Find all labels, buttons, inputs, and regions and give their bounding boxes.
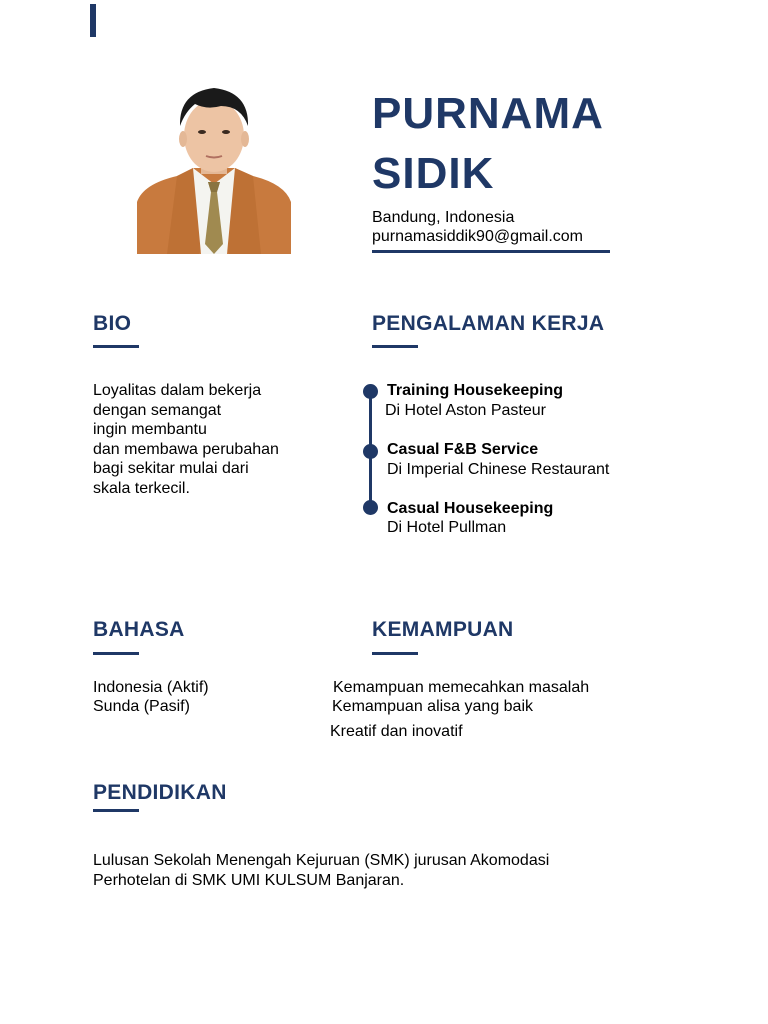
email: purnamasiddik90@gmail.com bbox=[372, 228, 583, 245]
bio-text bbox=[93, 381, 279, 499]
experience-place: Di Hotel Aston Pasteur bbox=[385, 402, 546, 419]
experience-title: Casual Housekeeping bbox=[387, 500, 554, 517]
skill-item: Kreatif dan inovatif bbox=[330, 723, 463, 740]
experience-title: Training Housekeeping bbox=[387, 382, 564, 399]
education-text bbox=[93, 851, 549, 890]
bio-line: Loyalitas dalam bekerja bbox=[93, 382, 262, 399]
bio-rule bbox=[93, 345, 139, 348]
contact-underline bbox=[372, 250, 610, 253]
education-rule bbox=[93, 809, 139, 812]
bio-line: dengan semangat bbox=[93, 401, 222, 419]
name-last: SIDIK bbox=[372, 149, 495, 198]
education-line: Lulusan Sekolah Menengah Kejuruan (SMK) jurusan Akomodasi bbox=[93, 852, 550, 869]
skill-item: Kemampuan memecahkan masalah bbox=[333, 679, 590, 696]
bio-line: skala terkecil. bbox=[93, 479, 190, 497]
skill-item: Kemampuan alisa yang baik bbox=[332, 698, 534, 715]
experience-place: Di Hotel Pullman bbox=[387, 519, 507, 536]
languages-heading: BAHASA bbox=[93, 618, 185, 641]
location: Bandung, Indonesia bbox=[372, 209, 515, 226]
accent-bar bbox=[90, 4, 96, 37]
bio-heading: BIO bbox=[93, 312, 132, 335]
timeline-dot bbox=[363, 444, 378, 459]
timeline-dot bbox=[363, 384, 378, 399]
bio-line: dan membawa perubahan bbox=[93, 440, 279, 458]
language-item: Sunda (Pasif) bbox=[93, 698, 190, 715]
skills-heading: KEMAMPUAN bbox=[372, 618, 514, 641]
bio-line: bagi sekitar mulai dari bbox=[93, 460, 249, 478]
experience-title: Casual F&B Service bbox=[387, 441, 539, 458]
skills-rule bbox=[372, 652, 418, 655]
experience-place: Di Imperial Chinese Restaurant bbox=[387, 461, 610, 478]
language-item: Indonesia (Aktif) bbox=[93, 679, 209, 696]
timeline-dot bbox=[363, 500, 378, 515]
education-heading: PENDIDIKAN bbox=[93, 781, 227, 804]
education-line: Perhotelan di SMK UMI KULSUM Banjaran. bbox=[93, 871, 405, 889]
experience-rule bbox=[372, 345, 418, 348]
languages-rule bbox=[93, 652, 139, 655]
profile-photo bbox=[137, 84, 291, 254]
bio-line: ingin membantu bbox=[93, 421, 207, 439]
name-first: PURNAMA bbox=[372, 89, 604, 138]
experience-heading: PENGALAMAN KERJA bbox=[372, 312, 605, 335]
